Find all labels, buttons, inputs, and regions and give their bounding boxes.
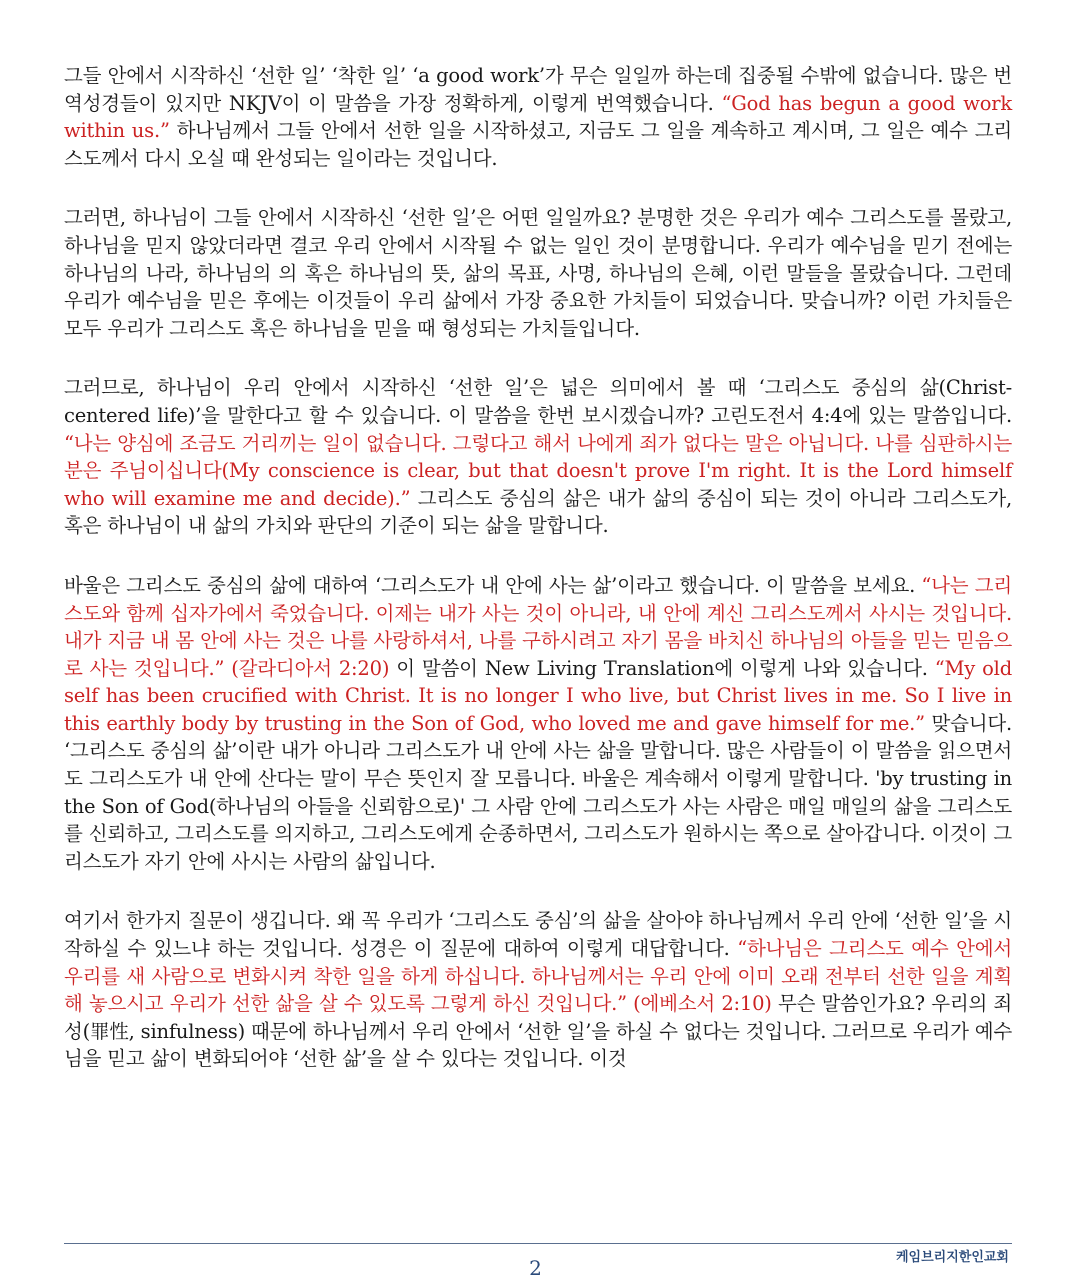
page-body	[64, 62, 1012, 1105]
text-run: 여기서 한가지 질문이 생깁니다. 왜 꼭 우리가 ‘그리스도 중심’의 삶을 살아야 하나님께서 우리 안에 ‘선한 일’을 시작하실 수 있느냐 하는 것입니다. 성경은 이 질문에 대하여 이렇게 대답합니다.	[64, 909, 1012, 961]
text-run: 하나님께서 그들 안에서 선한 일을 시작하셨고, 지금도 그 일을 계속하고 계시며, 그 일은 예수 그리스도께서 다시 오실 때 완성되는 일이라는 것입니다.	[64, 119, 1012, 170]
text-run: 그들 안에서 시작하신 ‘선한 일’ ‘착한 일’ ‘a good work’가 무슨 일일까 하는데 집중될 수밖에 없습니다. 많은 번역성경들이 있지만 NKJV이 이 말씀을 가장 정확하게, 이렇게 번역했습니다.	[64, 64, 1012, 115]
paragraph-4	[64, 572, 1012, 876]
text-run: 이 말씀이 New Living Translation에 이렇게 나와 있습니다.	[389, 656, 935, 680]
quote-run: “나는 양심에 조금도 거리끼는 일이 없습니다. 그렇다고 해서 나에게 죄가 없다는 말은 아닙니다. 나를 심판하시는 분은 주님이십니다(My conscience is clear, but that doesn't prove I'm right. It is the Lord himself who will examine me and decide).”	[64, 431, 1012, 510]
quote-run: “My old self has been crucified with Christ. It is no longer I who live, but Christ lives in me. So I live in this earthly body by trusting in the Son of God, who loved me and gave himself for me.”	[64, 656, 1012, 735]
paragraph-3	[64, 374, 1012, 540]
paragraph-5	[64, 907, 1012, 1073]
text-run: 바울은 그리스도 중심의 삶에 대하여 ‘그리스도가 내 안에 사는 삶’이라고 했습니다. 이 말씀을 보세요.	[64, 573, 922, 597]
page-number: 2	[529, 1256, 542, 1280]
text-run: 그리스도 중심의 삶은 내가 삶의 중심이 되는 것이 아니라 그리스도가, 혹은 하나님이 내 삶의 가치와 판단의 기준이 되는 삶을 말합니다.	[64, 486, 1012, 538]
text-run: 그러면, 하나님이 그들 안에서 시작하신 ‘선한 일’은 어떤 일일까요? 분명한 것은 우리가 예수 그리스도를 몰랐고, 하나님을 믿지 않았더라면 결코 우리 안에서 시작될 수 없는 일인 것이 분명합니다. 우리가 예수님을 믿기 전에는 하나님의 나라, 하나님의 의 혹은 하나님의 뜻, 삶의 목표, 사명, 하나님의 은혜, 이런 말들을 몰랐습니다. 그런데 우리가 예수님을 믿은 후에는 이것들이 우리 삶에서 가장 중요한 가치들이 되었습니다. 맞습니까? 이런 가치들은 모두 우리가 그리스도 혹은 하나님을 믿을 때 형성되는 가치들입니다.	[64, 206, 1012, 340]
text-run: 맞습니다. ‘그리스도 중심의 삶’이란 내가 아니라 그리스도가 내 안에 사는 삶을 말합니다. 많은 사람들이 이 말씀을 읽으면서도 그리스도가 내 안에 산다는 말이 무슨 뜻인지 잘 모릅니다. 바울은 계속해서 이렇게 말합니다. 'by trusting in the Son of God(하나님의 아들을 신뢰함으로)' 그 사람 안에 그리스도가 사는 사람은 매일 매일의 삶을 그리스도를 신뢰하고, 그리스도를 의지하고, 그리스도에게 순종하면서, 그리스도가 원하시는 쪽으로 살아갑니다. 이것이 그리스도가 자기 안에 사시는 사람의 삶입니다.	[64, 711, 1012, 873]
quote-run: “나는 그리스도와 함께 십자가에서 죽었습니다. 이제는 내가 사는 것이 아니라, 내 안에 계신 그리스도께서 사시는 것입니다. 내가 지금 내 몸 안에 사는 것은 나를 사랑하셔서, 나를 구하시려고 자기 몸을 바치신 하나님의 아들을 믿는 믿음으로 사는 것입니다.” (갈라디아서 2:20)	[64, 573, 1012, 680]
text-run: 무슨 말씀인가요? 우리의 죄성(罪性, sinfulness) 때문에 하나님께서 우리 안에서 ‘선한 일’을 하실 수 없다는 것입니다. 그러므로 우리가 예수님을 믿고 삶이 변화되어야 ‘선한 삶’을 살 수 있다는 것입니다. 이것	[64, 992, 1012, 1071]
footer-divider	[64, 1243, 1012, 1244]
text-run: 그러므로, 하나님이 우리 안에서 시작하신 ‘선한 일’은 넓은 의미에서 볼 때 ‘그리스도 중심의 삶(Christ-centered life)’을 말한다고 할 수 있습니다. 이 말씀을 한번 보시겠습니까? 고린도전서 4:4에 있는 말씀입니다.	[64, 376, 1012, 427]
quote-run: “God has begun a good work within us.”	[64, 91, 1012, 143]
quote-run: “하나님은 그리스도 예수 안에서 우리를 새 사람으로 변화시켜 착한 일을 하게 하십니다. 하나님께서는 우리 안에 이미 오래 전부터 선한 일을 계획해 놓으시고 우리가 선한 삶을 살 수 있도록 그렇게 하신 것입니다.” (에베소서 2:10)	[64, 937, 1012, 1016]
paragraph-2	[64, 204, 1012, 342]
paragraph-1	[64, 62, 1012, 172]
church-name: 케임브리지한인교회	[895, 1250, 1009, 1265]
